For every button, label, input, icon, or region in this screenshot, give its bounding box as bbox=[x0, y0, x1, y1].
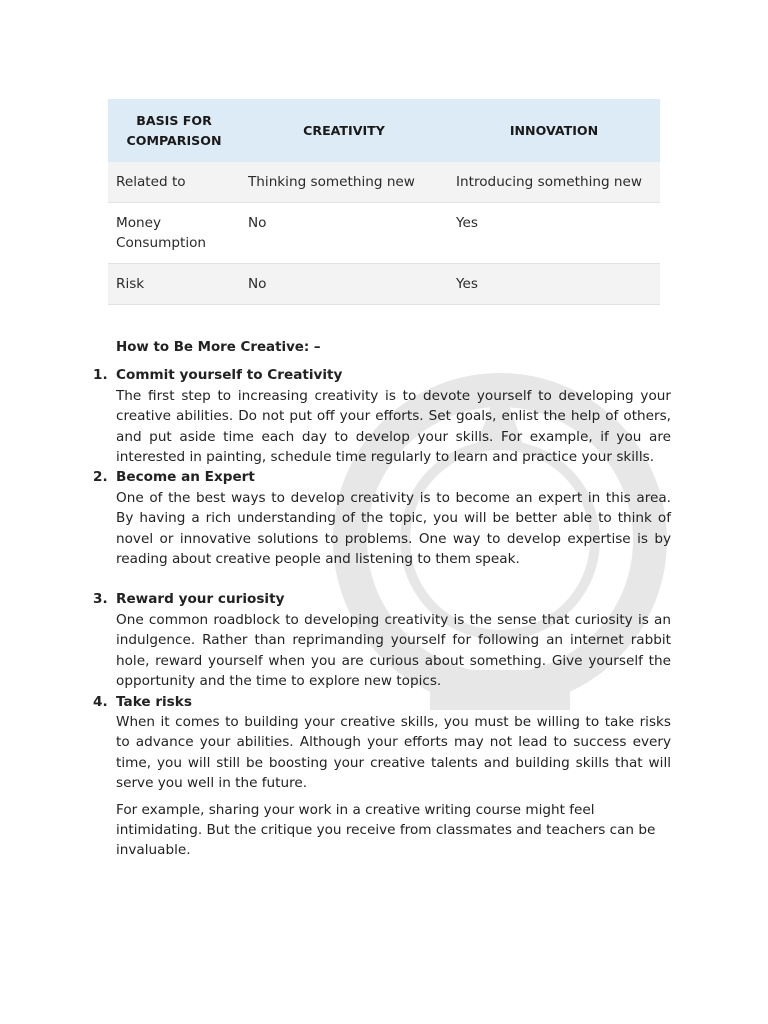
table-cell: No bbox=[240, 264, 448, 305]
item-title: Become an Expert bbox=[116, 469, 255, 486]
table-cell: No bbox=[240, 203, 448, 264]
closing-paragraph: For example, sharing your work in a creative writing course might feel intimidating. But the critique you receive from classmates and teachers can be invaluable. bbox=[116, 801, 656, 859]
table-cell: Related to bbox=[108, 162, 240, 203]
table-row bbox=[108, 264, 660, 305]
item-title: Reward your curiosity bbox=[116, 591, 285, 608]
list-item bbox=[93, 467, 671, 569]
item-number: 1. bbox=[93, 367, 108, 384]
list-item bbox=[93, 692, 671, 794]
table-cell: Yes bbox=[448, 264, 660, 305]
item-body: One of the best ways to develop creativity is to become an expert in this area. By having a rich understanding of the topic, you will be better able to think of novel or innovative solutions to problems. One way to develop expertise is by reading about creative people and listening to them speak. bbox=[116, 489, 671, 568]
tips-list bbox=[93, 365, 671, 793]
table-cell: Introducing something new bbox=[448, 162, 660, 203]
table-cell: Yes bbox=[448, 203, 660, 264]
section-heading: How to Be More Creative: – bbox=[116, 340, 321, 355]
table-header-row bbox=[108, 99, 660, 162]
item-number: 4. bbox=[93, 693, 108, 710]
column-header-creativity: CREATIVITY bbox=[240, 99, 448, 162]
item-body: The first step to increasing creativity is to devote yourself to developing your creative abilities. Do not put off your efforts. Set goals, enlist the help of others, and put aside time each day to develop your skills. For example, if you are interested in painting, schedule time regularly to learn and practice your skills. bbox=[116, 387, 671, 466]
item-body: One common roadblock to developing creativity is the sense that curiosity is an indulgence. Rather than reprimanding yourself for following an internet rabbit hole, reward yourself when you are curious about something. Give yourself the opportunity and the time to explore new topics. bbox=[116, 611, 671, 690]
item-title: Commit yourself to Creativity bbox=[116, 367, 343, 384]
column-header-basis: BASIS FOR COMPARISON bbox=[108, 99, 240, 162]
table-cell: Risk bbox=[108, 264, 240, 305]
item-body: When it comes to building your creative skills, you must be willing to take risks to advance your abilities. Although your efforts may not lead to success every time, you will still be boosting your creative talents and building skills that will serve you well in the future. bbox=[116, 713, 671, 792]
item-number: 3. bbox=[93, 591, 108, 608]
list-item bbox=[93, 365, 671, 467]
table-row bbox=[108, 203, 660, 264]
table-cell: Money Consumption bbox=[108, 203, 240, 264]
table-cell: Thinking something new bbox=[240, 162, 448, 203]
creativity-tips-section bbox=[93, 338, 671, 861]
table-row bbox=[108, 162, 660, 203]
comparison-table bbox=[108, 99, 660, 305]
item-title: Take risks bbox=[116, 693, 192, 710]
column-header-innovation: INNOVATION bbox=[448, 99, 660, 162]
list-item bbox=[93, 589, 671, 691]
item-number: 2. bbox=[93, 469, 108, 486]
